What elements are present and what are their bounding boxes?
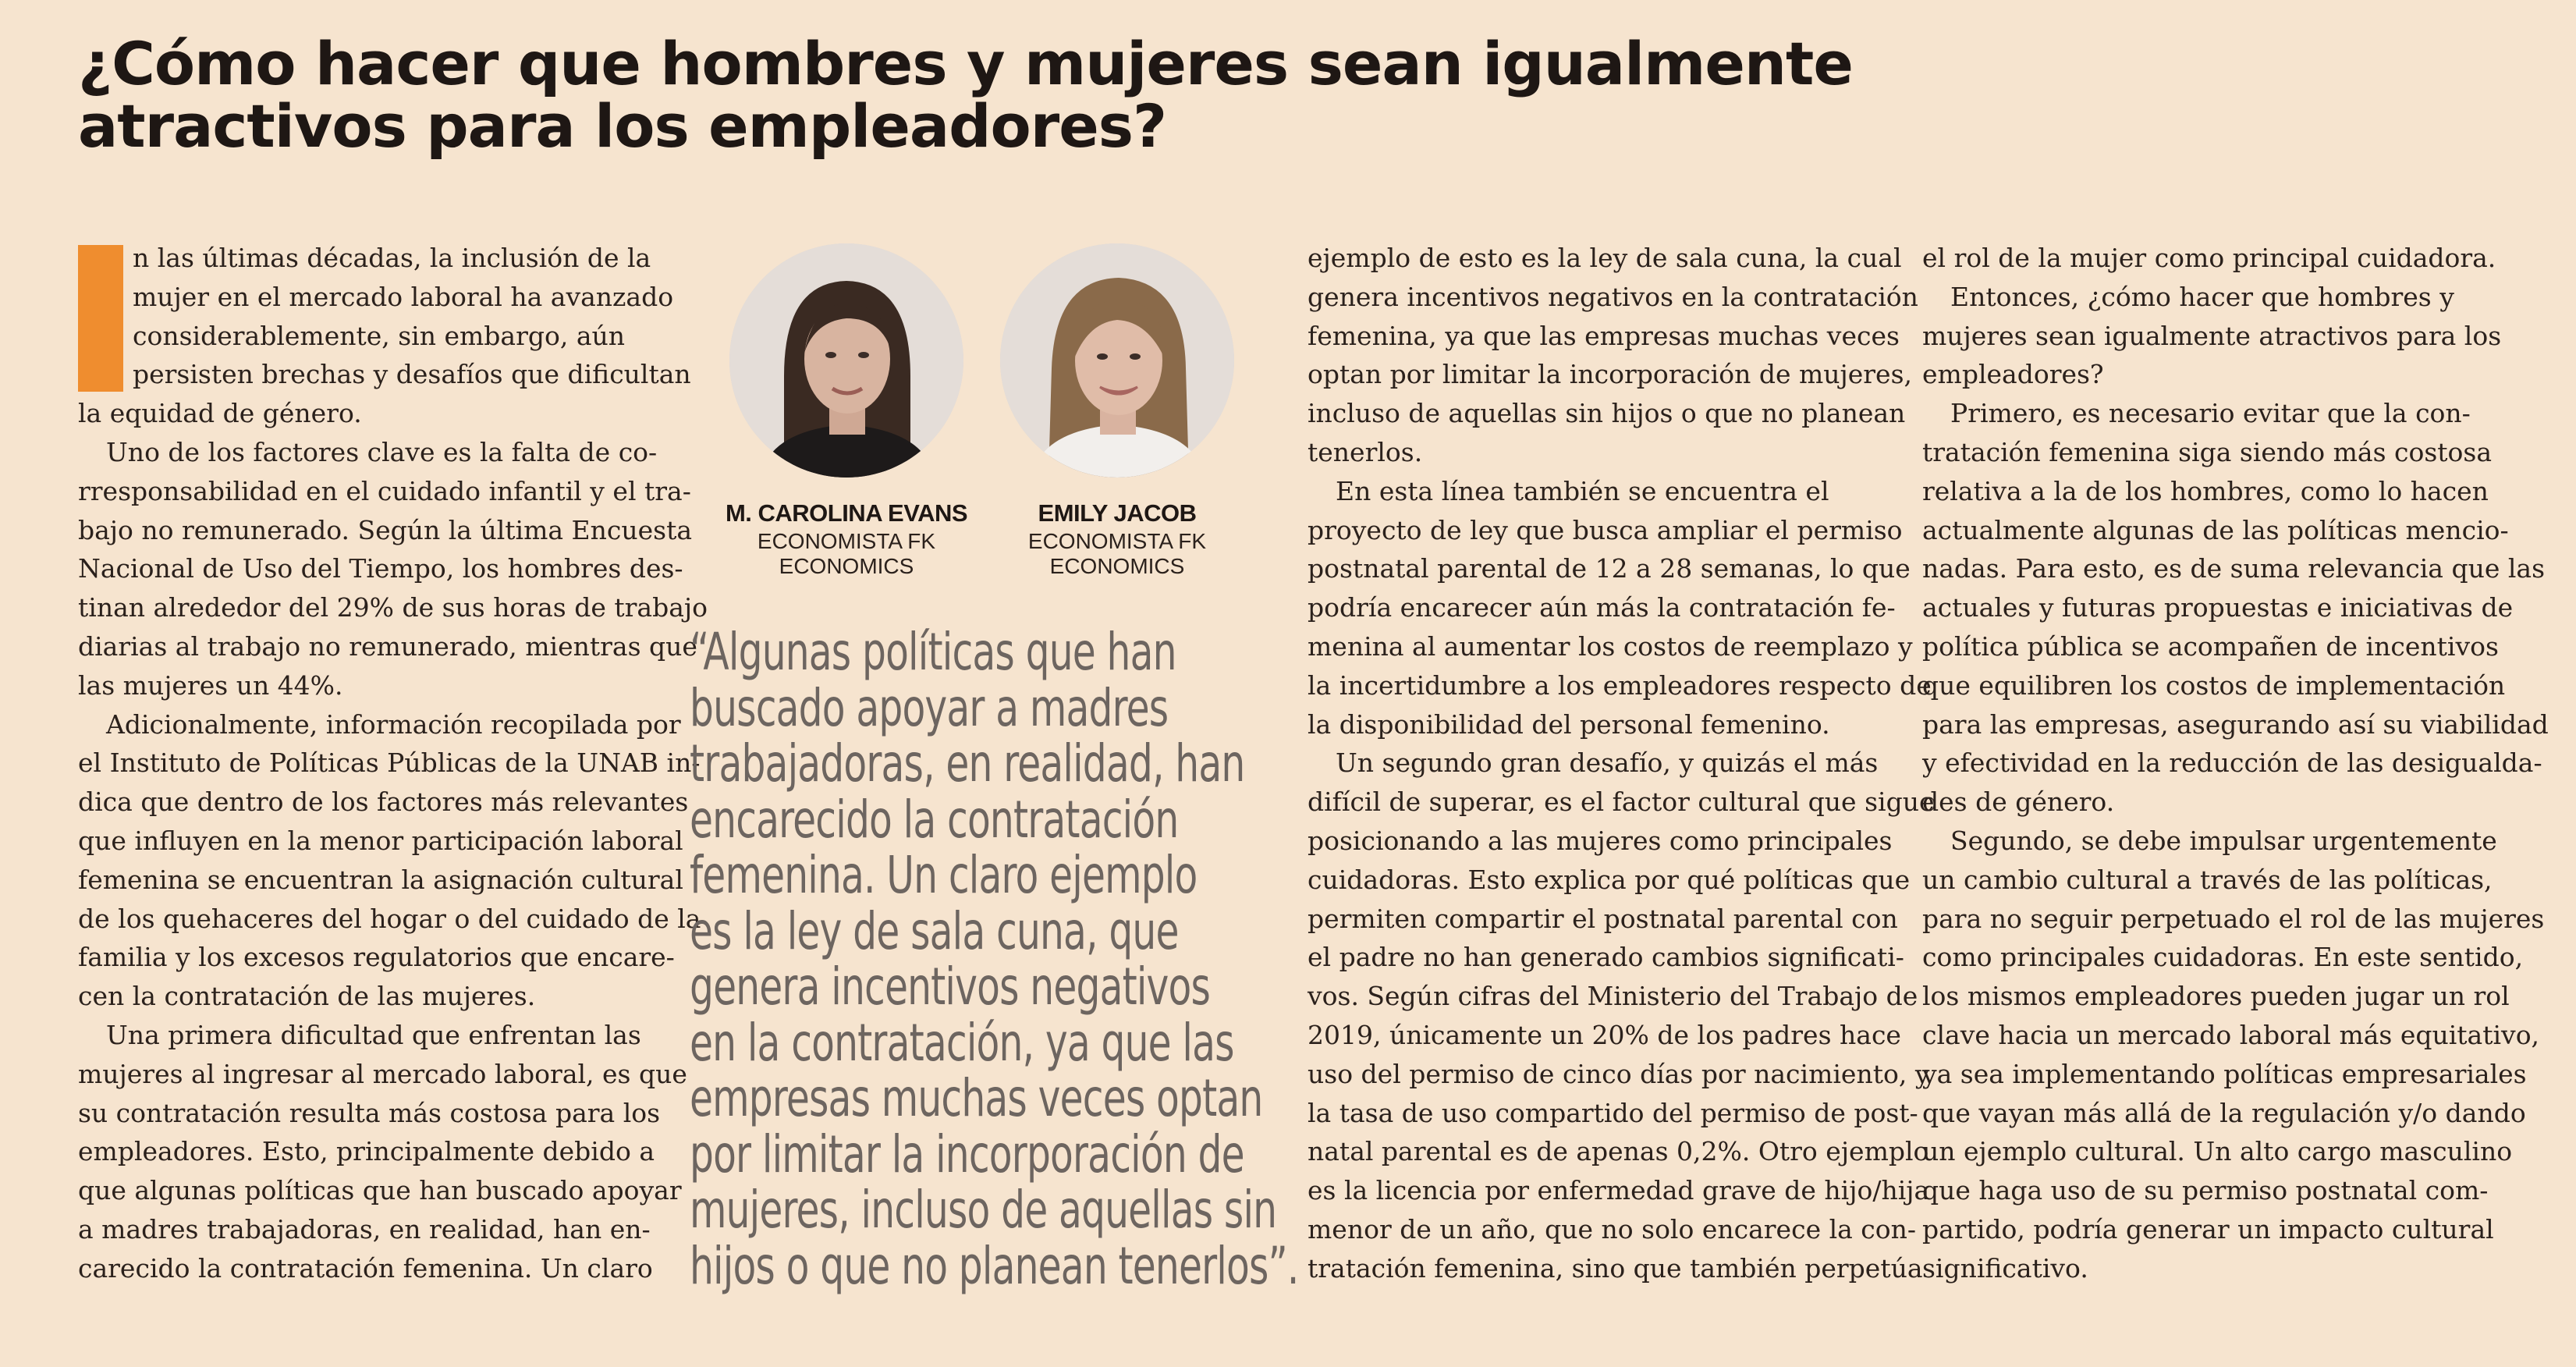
body-text-line: vos. Según cifras del Ministerio del Trabajo de bbox=[1308, 981, 1918, 1012]
dropcap-paragraph bbox=[78, 239, 691, 394]
body-text-line: mujeres sean igualmente atractivos para los bbox=[1922, 320, 2502, 351]
body-text-line: Nacional de Uso del Tiempo, los hombres des- bbox=[78, 553, 683, 584]
body-text-line: el rol de la mujer como principal cuidadora. bbox=[1922, 243, 2496, 273]
headline-line-2: atractivos para los empleadores? bbox=[78, 91, 1167, 161]
body-text-line: Entonces, ¿cómo hacer que hombres y bbox=[1950, 281, 2454, 312]
body-text-line: su contratación resulta más costosa para los bbox=[78, 1097, 661, 1128]
body-text-line: diarias al trabajo no remunerado, mientras que bbox=[78, 630, 697, 662]
body-text-line: cuidadoras. Esto explica por qué políticas que bbox=[1308, 864, 1911, 895]
pull-quote-line: femenina. Un claro ejemplo bbox=[690, 845, 1198, 905]
body-text-line: cen la contratación de las mujeres. bbox=[78, 981, 536, 1012]
author-name: M. CAROLINA EVANS bbox=[725, 499, 968, 527]
body-text-line: Adicionalmente, información recopilada por bbox=[106, 708, 681, 740]
body-text-line: a madres trabajadoras, en realidad, han en- bbox=[78, 1213, 651, 1245]
body-text-line: como principales cuidadoras. En este sentido, bbox=[1922, 942, 2524, 973]
body-text-line: para no seguir perpetuado el rol de las mujeres bbox=[1922, 903, 2545, 934]
body-text-line: empleadores? bbox=[1922, 359, 2104, 390]
author-role: ECONOMISTA FK bbox=[1027, 529, 1207, 553]
dropcap-line: n las últimas décadas, la inclusión de la bbox=[133, 243, 651, 273]
body-text-line: postnatal parental de 12 a 28 semanas, lo que bbox=[1308, 553, 1911, 584]
body-text-line: de los quehaceres del hogar o del cuidado de la bbox=[78, 903, 701, 934]
body-text-line: el Instituto de Políticas Públicas de la UNAB in- bbox=[78, 747, 701, 779]
body-text-line: la equidad de género. bbox=[78, 398, 362, 429]
body-text-line: significativo. bbox=[1922, 1252, 2088, 1284]
body-text-line: femenina, ya que las empresas muchas veces bbox=[1308, 320, 1900, 351]
body-text-line: menor de un año, que no solo encarece la con- bbox=[1308, 1213, 1917, 1245]
body-text-line: incluso de aquellas sin hijos o que no planean bbox=[1308, 398, 1906, 429]
author-photo-carolina-evans bbox=[729, 243, 963, 478]
body-text-line: posicionando a las mujeres como principales bbox=[1308, 825, 1893, 856]
body-text-line: un ejemplo cultural. Un alto cargo masculino bbox=[1922, 1136, 2513, 1167]
body-text-line: Uno de los factores clave es la falta de co- bbox=[106, 436, 658, 467]
portrait-woman-2-icon bbox=[1000, 243, 1234, 478]
body-text-line: familia y los excesos regulatorios que encare- bbox=[78, 942, 675, 973]
body-text-line: permiten compartir el postnatal parental con bbox=[1308, 903, 1898, 934]
body-text-line: la tasa de uso compartido del permiso de post- bbox=[1308, 1097, 1918, 1128]
body-text-line: optan por limitar la incorporación de mujeres, bbox=[1308, 359, 1913, 390]
headline-line-1: ¿Cómo hacer que hombres y mujeres sean igualmente bbox=[78, 29, 1853, 98]
body-text-line: menina al aumentar los costos de reemplazo y bbox=[1308, 630, 1913, 662]
column-3-lines bbox=[1308, 239, 1935, 1288]
body-text-line: que vayan más allá de la regulación y/o dando bbox=[1922, 1097, 2526, 1128]
dropcap-line: persisten brechas y desafíos que dificultan bbox=[133, 359, 691, 390]
article-headline bbox=[78, 29, 2106, 161]
body-text-line: es la licencia por enfermedad grave de hijo/hija bbox=[1308, 1175, 1930, 1206]
body-text-line: Segundo, se debe impulsar urgentemente bbox=[1950, 825, 2497, 856]
body-text-line: carecido la contratación femenina. Un claro bbox=[78, 1252, 653, 1284]
body-text-line: Una primera dificultad que enfrentan las bbox=[106, 1019, 641, 1050]
dropcap-line: considerablemente, sin embargo, aún bbox=[133, 320, 626, 351]
body-column-1 bbox=[78, 239, 708, 1288]
body-text-line: 2019, únicamente un 20% de los padres hace bbox=[1308, 1019, 1901, 1050]
pull-quote-line: hijos o que no planean tenerlos”. bbox=[690, 1235, 1299, 1296]
body-text-line: que equilibren los costos de implementación bbox=[1922, 669, 2506, 701]
body-text-line: genera incentivos negativos en la contratación bbox=[1308, 281, 1918, 312]
body-text-line: las mujeres un 44%. bbox=[78, 669, 343, 701]
body-text-line: relativa a la de los hombres, como lo hacen bbox=[1922, 475, 2489, 506]
body-text-line: actuales y futuras propuestas e iniciativas de bbox=[1922, 592, 2514, 623]
portrait-woman-1-icon bbox=[729, 243, 963, 478]
column-1-lines bbox=[78, 394, 708, 1287]
author-role: ECONOMISTA FK bbox=[757, 529, 936, 553]
pull-quote-line: genera incentivos negativos bbox=[690, 957, 1211, 1017]
body-text-line: un cambio cultural a través de las políticas, bbox=[1922, 864, 2493, 895]
author-byline-1 bbox=[706, 498, 987, 579]
body-text-line: des de género. bbox=[1922, 786, 2115, 818]
body-text-line: nadas. Para esto, es de suma relevancia que las bbox=[1922, 553, 2546, 584]
pull-quote-line: mujeres, incluso de aquellas sin bbox=[690, 1180, 1277, 1240]
dropcap-line: mujer en el mercado laboral ha avanzado bbox=[133, 281, 674, 312]
author-photo-emily-jacob bbox=[1000, 243, 1234, 478]
body-text-line: tratación femenina siga siendo más costosa bbox=[1922, 436, 2493, 467]
body-text-line: y efectividad en la reducción de las desigualda- bbox=[1922, 747, 2542, 779]
body-text-line: uso del permiso de cinco días por nacimiento, y bbox=[1308, 1058, 1930, 1089]
pull-quote-line: trabajadoras, en realidad, han bbox=[690, 733, 1245, 794]
body-text-line: tratación femenina, sino que también perpetúa bbox=[1308, 1252, 1923, 1284]
author-role: ECONOMICS bbox=[1049, 554, 1185, 578]
body-text-line: que haga uso de su permiso postnatal com- bbox=[1922, 1175, 2489, 1206]
body-text-line: natal parental es de apenas 0,2%. Otro ejemplo bbox=[1308, 1136, 1929, 1167]
body-text-line: femenina se encuentran la asignación cultural bbox=[78, 864, 683, 895]
author-name: EMILY JACOB bbox=[1038, 499, 1197, 527]
body-text-line: proyecto de ley que busca ampliar el permiso bbox=[1308, 514, 1903, 545]
body-text-line: En esta línea también se encuentra el bbox=[1336, 475, 1829, 506]
dropcap-letter bbox=[78, 245, 123, 392]
body-text-line: tinan alrededor del 29% de sus horas de trabajo bbox=[78, 592, 708, 623]
pull-quote-line: encarecido la contratación bbox=[690, 789, 1179, 850]
body-text-line: que algunas políticas que han buscado apoyar bbox=[78, 1175, 682, 1206]
body-text-line: para las empresas, asegurando así su viabilidad bbox=[1922, 708, 2549, 740]
body-text-line: mujeres al ingresar al mercado laboral, es que bbox=[78, 1058, 687, 1089]
body-text-line: actualmente algunas de las políticas mencio- bbox=[1922, 514, 2509, 545]
body-text-line: empleadores. Esto, principalmente debido a bbox=[78, 1136, 655, 1167]
body-text-line: difícil de superar, es el factor cultural que sigue bbox=[1308, 786, 1935, 818]
body-column-3 bbox=[1308, 239, 1935, 1288]
pull-quote-line: por limitar la incorporación de bbox=[690, 1124, 1244, 1184]
body-text-line: el padre no han generado cambios significati- bbox=[1308, 942, 1904, 973]
body-text-line: Primero, es necesario evitar que la con- bbox=[1950, 398, 2471, 429]
body-text-line: rresponsabilidad en el cuidado infantil y el tra- bbox=[78, 475, 691, 506]
body-text-line: ya sea implementando políticas empresariales bbox=[1922, 1058, 2527, 1089]
body-text-line: política pública se acompañen de incentivos bbox=[1922, 630, 2499, 662]
pull-quote-line: empresas muchas veces optan bbox=[690, 1068, 1263, 1128]
body-text-line: ejemplo de esto es la ley de sala cuna, la cual bbox=[1308, 243, 1902, 273]
body-text-line: Un segundo gran desafío, y quizás el más bbox=[1336, 747, 1879, 779]
body-text-line: la disponibilidad del personal femenino. bbox=[1308, 708, 1830, 740]
pull-quote-line: en la contratación, ya que las bbox=[690, 1012, 1234, 1073]
pull-quote-line: “Algunas políticas que han bbox=[690, 622, 1176, 682]
author-byline-2 bbox=[977, 498, 1258, 579]
body-column-4 bbox=[1922, 239, 2549, 1288]
pull-quote-lines bbox=[690, 622, 1299, 1296]
pull-quote-line: es la ley de sala cuna, que bbox=[690, 900, 1179, 961]
body-text-line: partido, podría generar un impacto cultural bbox=[1922, 1213, 2494, 1245]
body-text-line: la incertidumbre a los empleadores respecto de bbox=[1308, 669, 1932, 701]
body-text-line: clave hacia un mercado laboral más equitativo, bbox=[1922, 1019, 2540, 1050]
body-text-line: dica que dentro de los factores más relevantes bbox=[78, 786, 689, 818]
column-4-lines bbox=[1922, 239, 2549, 1288]
pull-quote-line: buscado apoyar a madres bbox=[690, 677, 1169, 738]
body-text-line: los mismos empleadores pueden jugar un rol bbox=[1922, 981, 2510, 1012]
body-text-line: podría encarecer aún más la contratación fe- bbox=[1308, 592, 1896, 623]
body-text-line: tenerlos. bbox=[1308, 436, 1423, 467]
pull-quote bbox=[690, 622, 1299, 1296]
body-text-line: bajo no remunerado. Según la última Encuesta bbox=[78, 514, 693, 545]
body-text-line: que influyen en la menor participación laboral bbox=[78, 825, 683, 856]
author-role: ECONOMICS bbox=[779, 554, 914, 578]
